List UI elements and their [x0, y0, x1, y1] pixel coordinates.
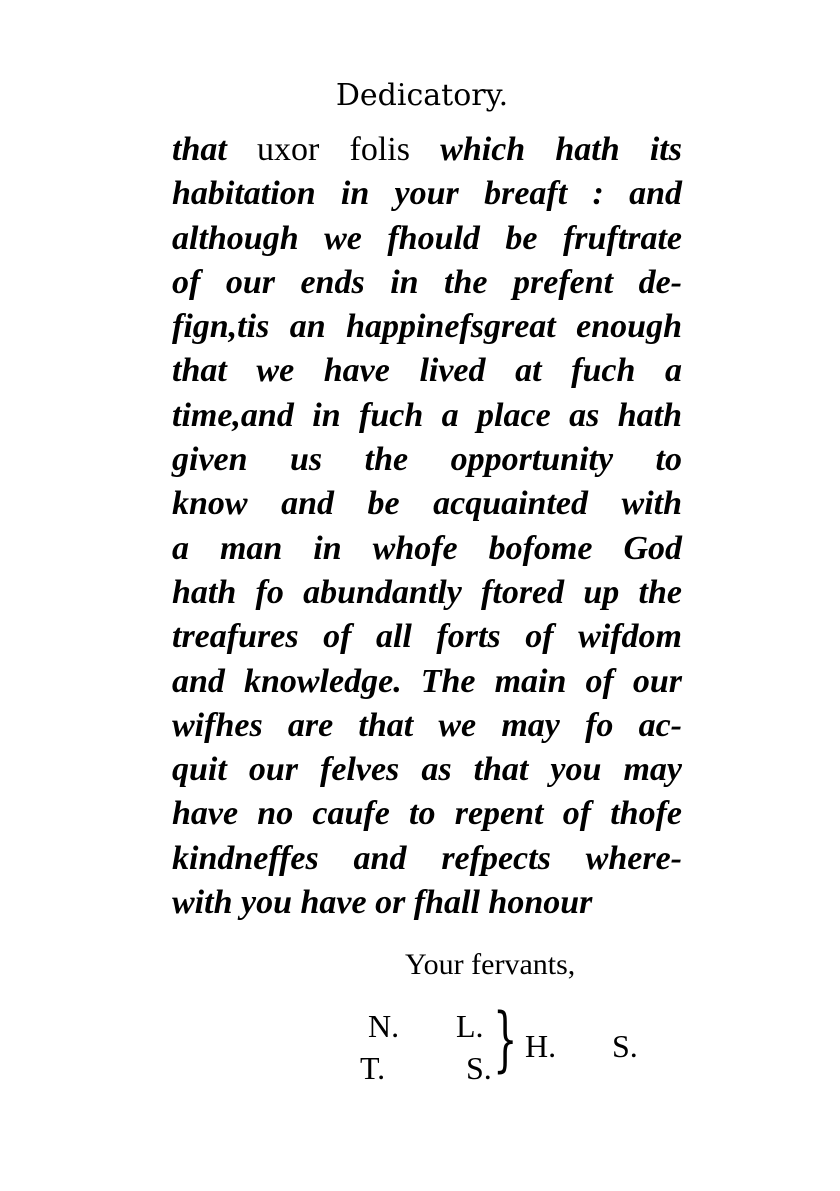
latin-phrase: uxor folis: [257, 131, 410, 168]
text-line: although we fhould be fruftrate: [172, 219, 682, 257]
text-line: know and be acquainted with: [172, 485, 682, 523]
text-line: quit our felves as that you may: [172, 751, 682, 789]
signature-initial-l: L.: [456, 1008, 484, 1044]
closing-salutation: Your fervants,: [405, 948, 576, 981]
text-line: that uxor folis which hath its: [172, 131, 682, 168]
text-line: with you have or fhall honour: [172, 884, 593, 922]
text-line: given us the opportunity to: [172, 441, 682, 479]
text-line: habitation in your breaft : and: [172, 175, 682, 213]
signature-initial-h: H.: [525, 1028, 557, 1064]
text-line: fign,tis an happinefsgreat enough: [172, 308, 682, 346]
text-line: have no caufe to repent of thofe: [172, 795, 682, 833]
text-line: and knowledge. The main of our: [172, 662, 682, 700]
signature-brace: }: [493, 998, 518, 1080]
signature-initial-n: N.: [368, 1008, 400, 1044]
signature-initial-s: S.: [466, 1050, 492, 1086]
text-line: time,and in fuch a place as hath: [172, 396, 682, 434]
text-line: that we have lived at fuch a: [172, 352, 682, 390]
page-header: Dedicatory.: [335, 78, 509, 113]
text-line: hath fo abundantly ftored up the: [172, 573, 682, 611]
text-line: wifhes are that we may fo ac-: [172, 706, 682, 744]
text-line: of our ends in the prefent de-: [172, 263, 682, 301]
signature-initial-t: T.: [360, 1050, 386, 1086]
signature-initial-s-final: S.: [612, 1028, 638, 1064]
text-line: a man in whofe bofome God: [172, 529, 682, 567]
text-line: treafures of all forts of wifdom: [172, 618, 682, 656]
text-line: kindneffes and refpects where-: [172, 839, 682, 877]
dedication-body: [172, 128, 682, 925]
